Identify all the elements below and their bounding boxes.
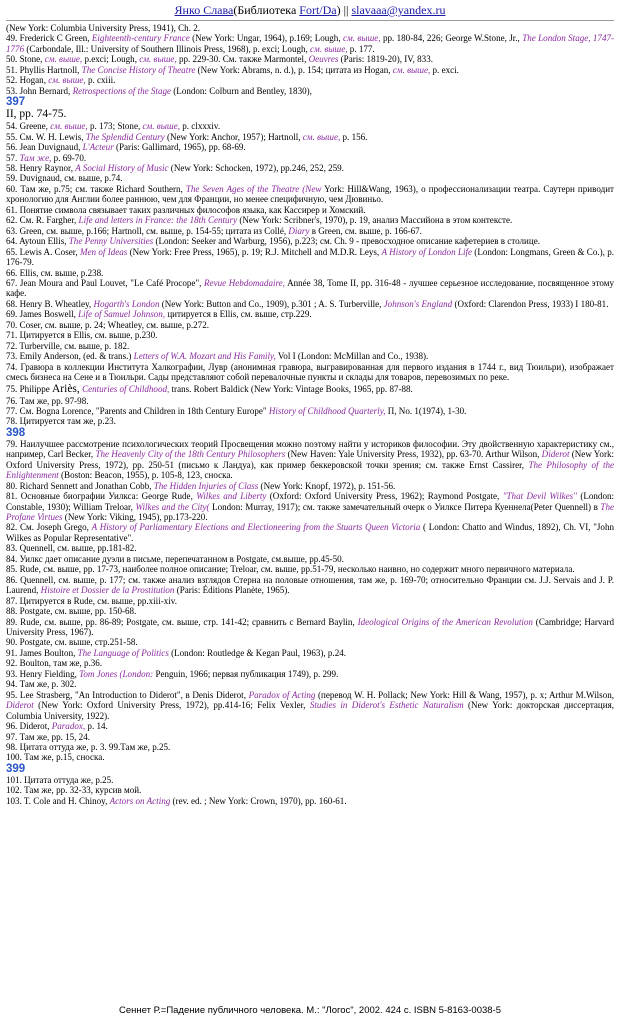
footnote-line — [6, 648, 614, 658]
footnote-text: 82. См. Joseph Grego, — [6, 522, 92, 533]
footnote-text: 88. Postgate, см. выше, pp. 150-68. — [6, 606, 137, 617]
footnote-text: 85. Rude, см. выше, pp. 17-73, наиболее полное описание; Treloar, см. выше, pp.51-79, несколько наивно, но содержит много первичного материала. — [6, 564, 575, 575]
footnote-text: 61. Понятие символа связывает таких различных философов языка, как Кассирер и Хомский. — [6, 204, 366, 215]
footnote-line — [6, 142, 614, 152]
italic-citation: Letters of W.A. Mozart and His Family, — [133, 351, 276, 362]
footnote-text: 77. См. Bogna Lorence, "Parents and Children in 18th Century Europe" — [6, 405, 269, 416]
footnote-text: 84. Уилкс дает описание дуэли в письме, перепечатанном в Postgate, см.выше, pp.45-50. — [6, 553, 344, 564]
footnote-line — [6, 268, 614, 278]
page-number-marker — [6, 96, 614, 108]
footnote-text: (Cambridge; Harvard University Press, 1967). — [6, 616, 615, 638]
footnote-text: 101. Цитата оттуда же, p.25. — [6, 774, 114, 785]
footnote-text: (New York: Ungar, 1964), p.169; Lough, — [189, 33, 343, 44]
footnote-text: (New York: Button and Co., 1909), p.301 ; A. S. Turberville, — [159, 298, 384, 309]
footnote-text: 51. Phyllis Hartnoll, — [6, 64, 82, 75]
footnote-text: 76. Там же, pp. 97-98. — [6, 395, 89, 406]
footnote-text: 50. Stone, — [6, 54, 45, 65]
footnote-text: (New York: Viking, 1945), pp.173-220. — [62, 512, 208, 523]
footnote-line — [6, 732, 614, 742]
footnote-text: 81. Основные биографии Уилкса: George Rude, — [6, 491, 197, 502]
italic-citation: Tom Jones (London: — [79, 668, 154, 679]
page-footer: Сеннет Р.=Падение публичного человека. М.: "Логос", 2002. 424 с. ISBN 5-8163-0038-5 — [119, 1005, 501, 1016]
footnote-line — [6, 775, 614, 785]
footnote-text: (London: Longmans, Green & Co.), p. 176-79. — [6, 246, 614, 268]
footnote-text: 62. См. R. Fargher, — [6, 215, 79, 226]
footnote-text: p. 173; Stone, — [87, 121, 143, 132]
library-link[interactable]: Fort/Da — [299, 3, 337, 17]
footnote-text: (New York: Abrams, n. d.), p. 154; цитата из Hogan, — [195, 64, 393, 75]
footnote-line — [6, 658, 614, 668]
italic-citation: Diderot — [6, 700, 34, 711]
footnote-text: Ariès, — [52, 382, 80, 395]
footnote-text: 398 — [6, 426, 26, 439]
footnote-line — [6, 396, 614, 406]
footnote-text: 70. Coser, см. выше, p. 24; Wheatley, см. выше, p.272. — [6, 319, 209, 330]
footnote-text: 64. Aytoun Ellis, — [6, 236, 69, 247]
footnote-text: 87. Цитируется в Rude, см. выше, pp.xiii-xiv. — [6, 595, 177, 606]
footnote-text: pp. 180-84, 226; George W.Stone, Jr., — [380, 33, 523, 44]
italic-citation: Revue Hebdomadaire, — [204, 277, 285, 288]
footnote-line — [6, 173, 614, 183]
footnote-text: (Oxford: Clarendon Press, 1933) I 180-81. — [452, 298, 609, 309]
footnote-line — [6, 205, 614, 215]
footnote-line — [6, 299, 614, 309]
footnote-text: p. exci. — [430, 64, 459, 75]
footnote-line — [6, 596, 614, 606]
footnote-text: p. clxxxiv. — [179, 121, 221, 132]
footnote-text: 63. Green, см. выше, p.166; Hartnoll, см. выше, p. 154-55; цитата из Collé, — [6, 225, 289, 236]
page-number-marker — [6, 427, 614, 439]
footnote-text: p. 69-70. — [51, 152, 87, 163]
footnote-line — [6, 481, 614, 491]
footnote-line — [6, 491, 614, 522]
footnote-text: 80. Richard Sennett and Jonathan Cobb, — [6, 480, 154, 491]
footnote-line — [6, 617, 614, 638]
page-number-marker — [6, 763, 614, 775]
footnote-text: (New York: Anchor, 1957); Hartnoll, — [164, 131, 303, 142]
italic-citation: The Heavenly City of the 18th Century Philosophers — [95, 449, 286, 460]
footnote-text: 92. Boulton, там же, p.36. — [6, 658, 103, 669]
footnote-text: (London: Seeker and Warburg, 1956), p.223; см. Ch. 9 - превосходное описание кафетериев в столице. — [153, 236, 541, 247]
footnote-line — [6, 785, 614, 795]
italic-citation: см. выше, — [310, 43, 348, 54]
italic-citation: Johnson's England — [383, 298, 453, 309]
footnote-text: (rev. ed. ; New York: Crown, 1970), pp. 160-61. — [170, 795, 347, 806]
footnote-text: 53. John Bernard, — [6, 85, 73, 96]
footnote-text: (New York: Free Press, 1965), p. 19; R.J. Mitchell and M.D.R. Leys, — [127, 246, 382, 257]
footnote-text: 399 — [6, 762, 26, 775]
footnote-text: 69. James Boswell, — [6, 309, 79, 320]
footnote-line — [6, 752, 614, 762]
footnote-line — [6, 606, 614, 616]
footnote-text: p. 14. — [85, 721, 108, 732]
footnote-text: в Green, см. выше, p. 166-67. — [309, 225, 422, 236]
footnote-text: (London: Routledge & Kegan Paul, 1963), p.24. — [168, 647, 347, 658]
footnote-text: 91. James Boulton, — [6, 647, 78, 658]
italic-citation: Eighteenth-century France — [91, 33, 190, 44]
footnote-text: (перевод W. H. Pollack; New York: Hill & Wang, 1957), p. x; Arthur M.Wilson, — [315, 689, 615, 700]
footnote-line — [6, 236, 614, 246]
footnote-text: 93. Henry Fielding, — [6, 668, 80, 679]
footnote-line — [6, 383, 614, 396]
footnote-text: 55. См. W. H. Lewis, — [6, 131, 86, 142]
footnote-line — [6, 247, 614, 268]
italic-citation: см. выше, — [48, 75, 86, 86]
footnote-text: 73. Emily Anderson, (ed. & trans.) — [6, 351, 134, 362]
footnote-line — [6, 320, 614, 330]
footnote-line — [6, 564, 614, 574]
italic-citation: "That Devil Wilkes" — [502, 491, 577, 502]
italic-citation: см. выше, — [139, 54, 177, 65]
library-prefix: (Библиотека — [233, 3, 300, 17]
footnote-text: 71. Цитируется в Ellis, см. выше, p.230. — [6, 330, 158, 341]
italic-citation: Diary — [288, 225, 310, 236]
italic-citation: The Splendid Century — [85, 131, 165, 142]
footnote-line — [6, 309, 614, 319]
italic-citation: см. выше, — [44, 54, 83, 65]
footnote-line — [6, 543, 614, 553]
italic-citation: Life and letters in France: the 18th Century — [78, 215, 238, 226]
italic-citation: Retrospections of the Stage — [72, 85, 172, 96]
footnote-line — [6, 721, 614, 731]
footnote-text: (London: Constable, 1930); William Treloar, — [6, 491, 615, 512]
footnote-line — [6, 796, 614, 806]
footnote-text: 72. Turberville, см. выше, p. 182. — [6, 340, 130, 351]
italic-citation: L'Acteur — [82, 142, 114, 153]
footnotes-body — [6, 23, 614, 806]
footnote-text: p.exci; Lough, — [82, 54, 140, 65]
italic-citation: A Social History of Music — [75, 162, 169, 173]
footnote-text: ( London: Chatto and Windus, 1892), Ch. VI, "John Wilkes as Popular Representative". — [6, 522, 614, 543]
footnote-line — [6, 690, 614, 721]
italic-citation: Men of Ideas — [79, 246, 128, 257]
footnote-line — [6, 341, 614, 351]
footnote-text: (New Haven: Yale University Press, 1932), pp. 63-70. Arthur Wilson, — [285, 449, 542, 460]
footnote-text: (New York: Columbia University Press, 1941), Ch. 2. — [6, 23, 201, 33]
footnote-line — [6, 554, 614, 564]
italic-citation: The Philosophy of the Enlightenment — [6, 459, 615, 481]
italic-citation: Centuries of Childhood, — [82, 383, 170, 394]
italic-citation: Ideological Origins of the American Revolution — [357, 616, 533, 627]
footnote-text: Année 38, Tome II, pp. 316-48 - лучшее серьезное исследование, посвященное этому кафе. — [6, 277, 614, 299]
footnote-line — [6, 33, 614, 54]
footnote-line — [6, 742, 614, 752]
footnote-text: П, No. 1(1974), 1-30. — [385, 405, 467, 416]
footnote-text: p. 177. — [347, 43, 375, 54]
italic-citation: см. выше, — [50, 121, 88, 132]
footnote-line — [6, 575, 614, 596]
footnote-line — [6, 637, 614, 647]
footnote-text: London: Murray, 1917); см. также замечательный очерк о Уилксе Питера Куеннела(Peter Quennell) в — [209, 501, 601, 512]
italic-citation: Wilkes and the City( — [135, 501, 210, 512]
footnote-text: 57. — [6, 152, 20, 163]
footnote-text: 83. Quennell, см. выше, pp.181-82. — [6, 543, 137, 554]
header-separator: || — [340, 3, 352, 17]
italic-citation: Actors on Acting — [109, 795, 171, 806]
footnote-text: 67. Jean Moura and Paul Louvet, "Le Café Procope", — [6, 277, 205, 288]
footnote-line — [6, 439, 614, 481]
footnote-text: (Oxford: Oxford University Press, 1962); Raymond Postgate, — [266, 491, 503, 502]
footnote-text: (Paris: 1819-20), IV, 833. — [338, 54, 433, 65]
footnote-line — [6, 184, 614, 205]
footnote-continuation — [6, 108, 614, 121]
footnote-text: 79. Наилучшее рассмотрение психологических теорий Просвещения можно поэтому найти у историков философии. Эту двойственную характеристику см., например, Carl Becker, — [6, 438, 614, 460]
footnote-line — [6, 362, 614, 383]
footnote-text: (New York: Schocken, 1972), pp.246, 252, 259. — [168, 162, 344, 173]
footnote-text: 78. Цитируется там же, p.23. — [6, 416, 116, 427]
italic-citation: The Language of Politics — [77, 647, 169, 658]
footnote-text: (New York: Scribner's, 1970), p. 19, анализ Массийона в этом контексте. — [237, 215, 513, 226]
footnote-text: 95. Lee Strasberg, "An Introduction to Diderot", в Denis Diderot, — [6, 689, 249, 700]
footnote-text: (New York: Oxford University Press, 1972), pp. 250-51 (письмо к Ландуа), как пример беккеровской точки зрения; см. также Ernst Cassirer, — [6, 449, 615, 470]
footnote-text: trans. Robert Baldick (New York: Vintage Books, 1965, pp. 87-88. — [169, 383, 413, 394]
italic-citation: Wilkes and Liberty — [196, 491, 267, 502]
footnote-line — [6, 522, 614, 543]
footnote-text: 75. Philippe — [6, 383, 52, 394]
italic-citation: History of Childhood Quarterly, — [268, 405, 386, 416]
footnote-line — [6, 65, 614, 75]
italic-citation: Там же, — [19, 152, 52, 163]
footnote-text: (Boston: Beacon, 1955), p. 105-8, 123, сноска. — [58, 470, 233, 481]
footnote-text: 102. Там же, pp. 32-33, курсив мой. — [6, 785, 142, 796]
footnote-line — [6, 351, 614, 361]
footnote-line — [6, 75, 614, 85]
italic-citation: Paradox, — [51, 721, 86, 732]
footnote-text: 97. Там же, pp. 15, 24. — [6, 731, 90, 742]
footnote-line — [6, 669, 614, 679]
footnote-text: York: Hill&Wang, 1963), о профессионализации театра. Саутерн приводит хронологию для Англии более раннюю, чем для Франции, но менее специфичную, чем Дювиньо. — [6, 183, 615, 205]
library-suffix: ) — [336, 3, 341, 17]
italic-citation: Paradox of Acting — [248, 689, 316, 700]
footnote-text: (Paris: Gallimard, 1965), pp. 68-69. — [113, 142, 246, 153]
italic-citation: The Seven Ages of the Theatre (New — [185, 183, 322, 194]
footnote-text: (London: Colburn and Bentley, 1830), — [171, 85, 312, 96]
footnote-text: 94. Там же, p. 302. — [6, 679, 77, 690]
site-name-link[interactable]: Янко Слава — [174, 3, 234, 17]
footnote-text: Vol I (London: McMillan and Co., 1938). — [275, 351, 429, 362]
footnote-text: 100. Там же, p.15, сноска. — [6, 752, 105, 763]
footnote-line — [6, 121, 614, 131]
footnote-line — [6, 679, 614, 689]
email-link[interactable]: slavaaa@yandex.ru — [351, 3, 446, 17]
footnote-text: 89. Rude, см. выше, pp. 86-89; Postgate, см. выше, стр. 141-42; сравнить с Bernard Baylin, — [6, 616, 358, 627]
footnote-text: (Carbondale, Ill.: University of Southern Illinois Press, 1968), p. exci; Lough, — [24, 43, 311, 54]
footnote-text: p. cxiii. — [85, 75, 116, 86]
italic-citation: Diderot — [541, 449, 570, 460]
footnote-text: 59. Duvignaud, см. выше, p.74. — [6, 173, 123, 184]
footnote-text: 103. T. Cole and H. Chinoy, — [6, 795, 110, 806]
footnote-text: 58. Henry Raynor, — [6, 162, 76, 173]
italic-citation: Hogarth's London — [93, 298, 160, 309]
footnote-text: pp. 229-30. См. также Marmontel, — [176, 54, 309, 65]
footnote-text: 60. Там же, p.75; см. также Richard Southern, — [6, 183, 186, 194]
footnote-line — [6, 226, 614, 236]
footnote-text: 96. Diderot, — [6, 721, 52, 732]
header-divider — [6, 20, 614, 21]
italic-citation: A History of Parliamentary Elections and Electioneering from the Stuarts Queen Victoria — [91, 522, 421, 533]
footnote-text: (New York: Knopf, 1972), p. 151-56. — [258, 480, 396, 491]
italic-citation: A History of London Life — [381, 246, 472, 257]
italic-citation: Histoire et Dossier de la Prostitution — [40, 585, 175, 596]
footnote-line — [6, 153, 614, 163]
footnote-line — [6, 330, 614, 340]
page-header — [6, 3, 614, 17]
footnote-text: (Paris: Éditions Planète, 1965). — [174, 585, 290, 596]
italic-citation: см. выше, — [142, 121, 180, 132]
italic-citation: см. выше, — [342, 33, 381, 44]
footnote-text: Penguin, 1966; первая публикация 1749), p. 299. — [153, 668, 339, 679]
footnote-line — [6, 406, 614, 416]
footnote-text: 56. Jean Duvignaud, — [6, 142, 83, 153]
footnote-line — [6, 215, 614, 225]
italic-citation: Oeuvres — [308, 54, 339, 65]
footnote-text: 74. Гравюра в коллекции Института Халкографии, Лувр (анонимная гравюра, выгравированная для первого издания в 1744 г., вид Тюильри), изображает смесь бизнеса на Сене и в Тюильри. Сады представляют собой перевалочные пункты и склады для товаров, перевозимых по реке. — [6, 361, 614, 383]
italic-citation: The Penny Universities — [68, 236, 154, 247]
footnote-text: II, pp. 74-75. — [6, 108, 67, 121]
footnote-text: 98. Цитата оттуда же, р. 3. 99.Там же, p.25. — [6, 742, 171, 752]
footnote-text: (New York: Oxford University Press, 1972), pp.414-16; Felix Vexler, — [33, 700, 310, 711]
footnote-line — [6, 86, 614, 96]
footnote-text: 54. Greene, — [6, 121, 51, 132]
italic-citation: Life of Samuel Johnson, — [78, 309, 166, 320]
footnote-text: цитируется в Ellis, см. выше, стр.229. — [165, 309, 312, 320]
footnote-line — [6, 23, 614, 33]
footnote-text: 66. Ellis, см. выше, p.238. — [6, 267, 104, 278]
italic-citation: The Profane Virtues — [6, 501, 614, 523]
italic-citation: The London Stage, 1747-1776 — [6, 33, 615, 54]
footnote-text: 90. Postgate, см. выше, стр.251-58. — [6, 637, 138, 648]
italic-citation: см. выше, — [302, 131, 341, 142]
footnote-line — [6, 132, 614, 142]
footnote-text: 397 — [6, 96, 26, 109]
footnote-text: 49. Frederick C Green, — [6, 33, 92, 44]
footnote-text: 52. Hogan, — [6, 75, 49, 86]
footnote-text: 65. Lewis A. Coser, — [6, 246, 80, 257]
italic-citation: The Hidden Injuries of Class — [153, 480, 259, 491]
footnote-text: 86. Quennell, см. выше, p. 177; см. также анализ взглядов Стерна на половые отношения, там же, p. 169-70; относительно Франции см. J.J. Servais and J. P. Laurend, — [6, 574, 614, 596]
footnote-text: p. 156. — [340, 131, 368, 142]
italic-citation: Studies in Diderot's Esthetic Naturalism — [309, 700, 464, 711]
footnote-line — [6, 278, 614, 299]
footnote-line — [6, 163, 614, 173]
footnote-text: 68. Henry B. Wheatley, — [6, 298, 94, 309]
italic-citation: см. выше, — [392, 64, 431, 75]
footnote-line — [6, 54, 614, 64]
italic-citation: The Concise History of Theatre — [81, 64, 196, 75]
footnote-line — [6, 416, 614, 426]
footnote-text: (New York: докторская диссертация, Columbia University, 1922). — [6, 700, 615, 721]
